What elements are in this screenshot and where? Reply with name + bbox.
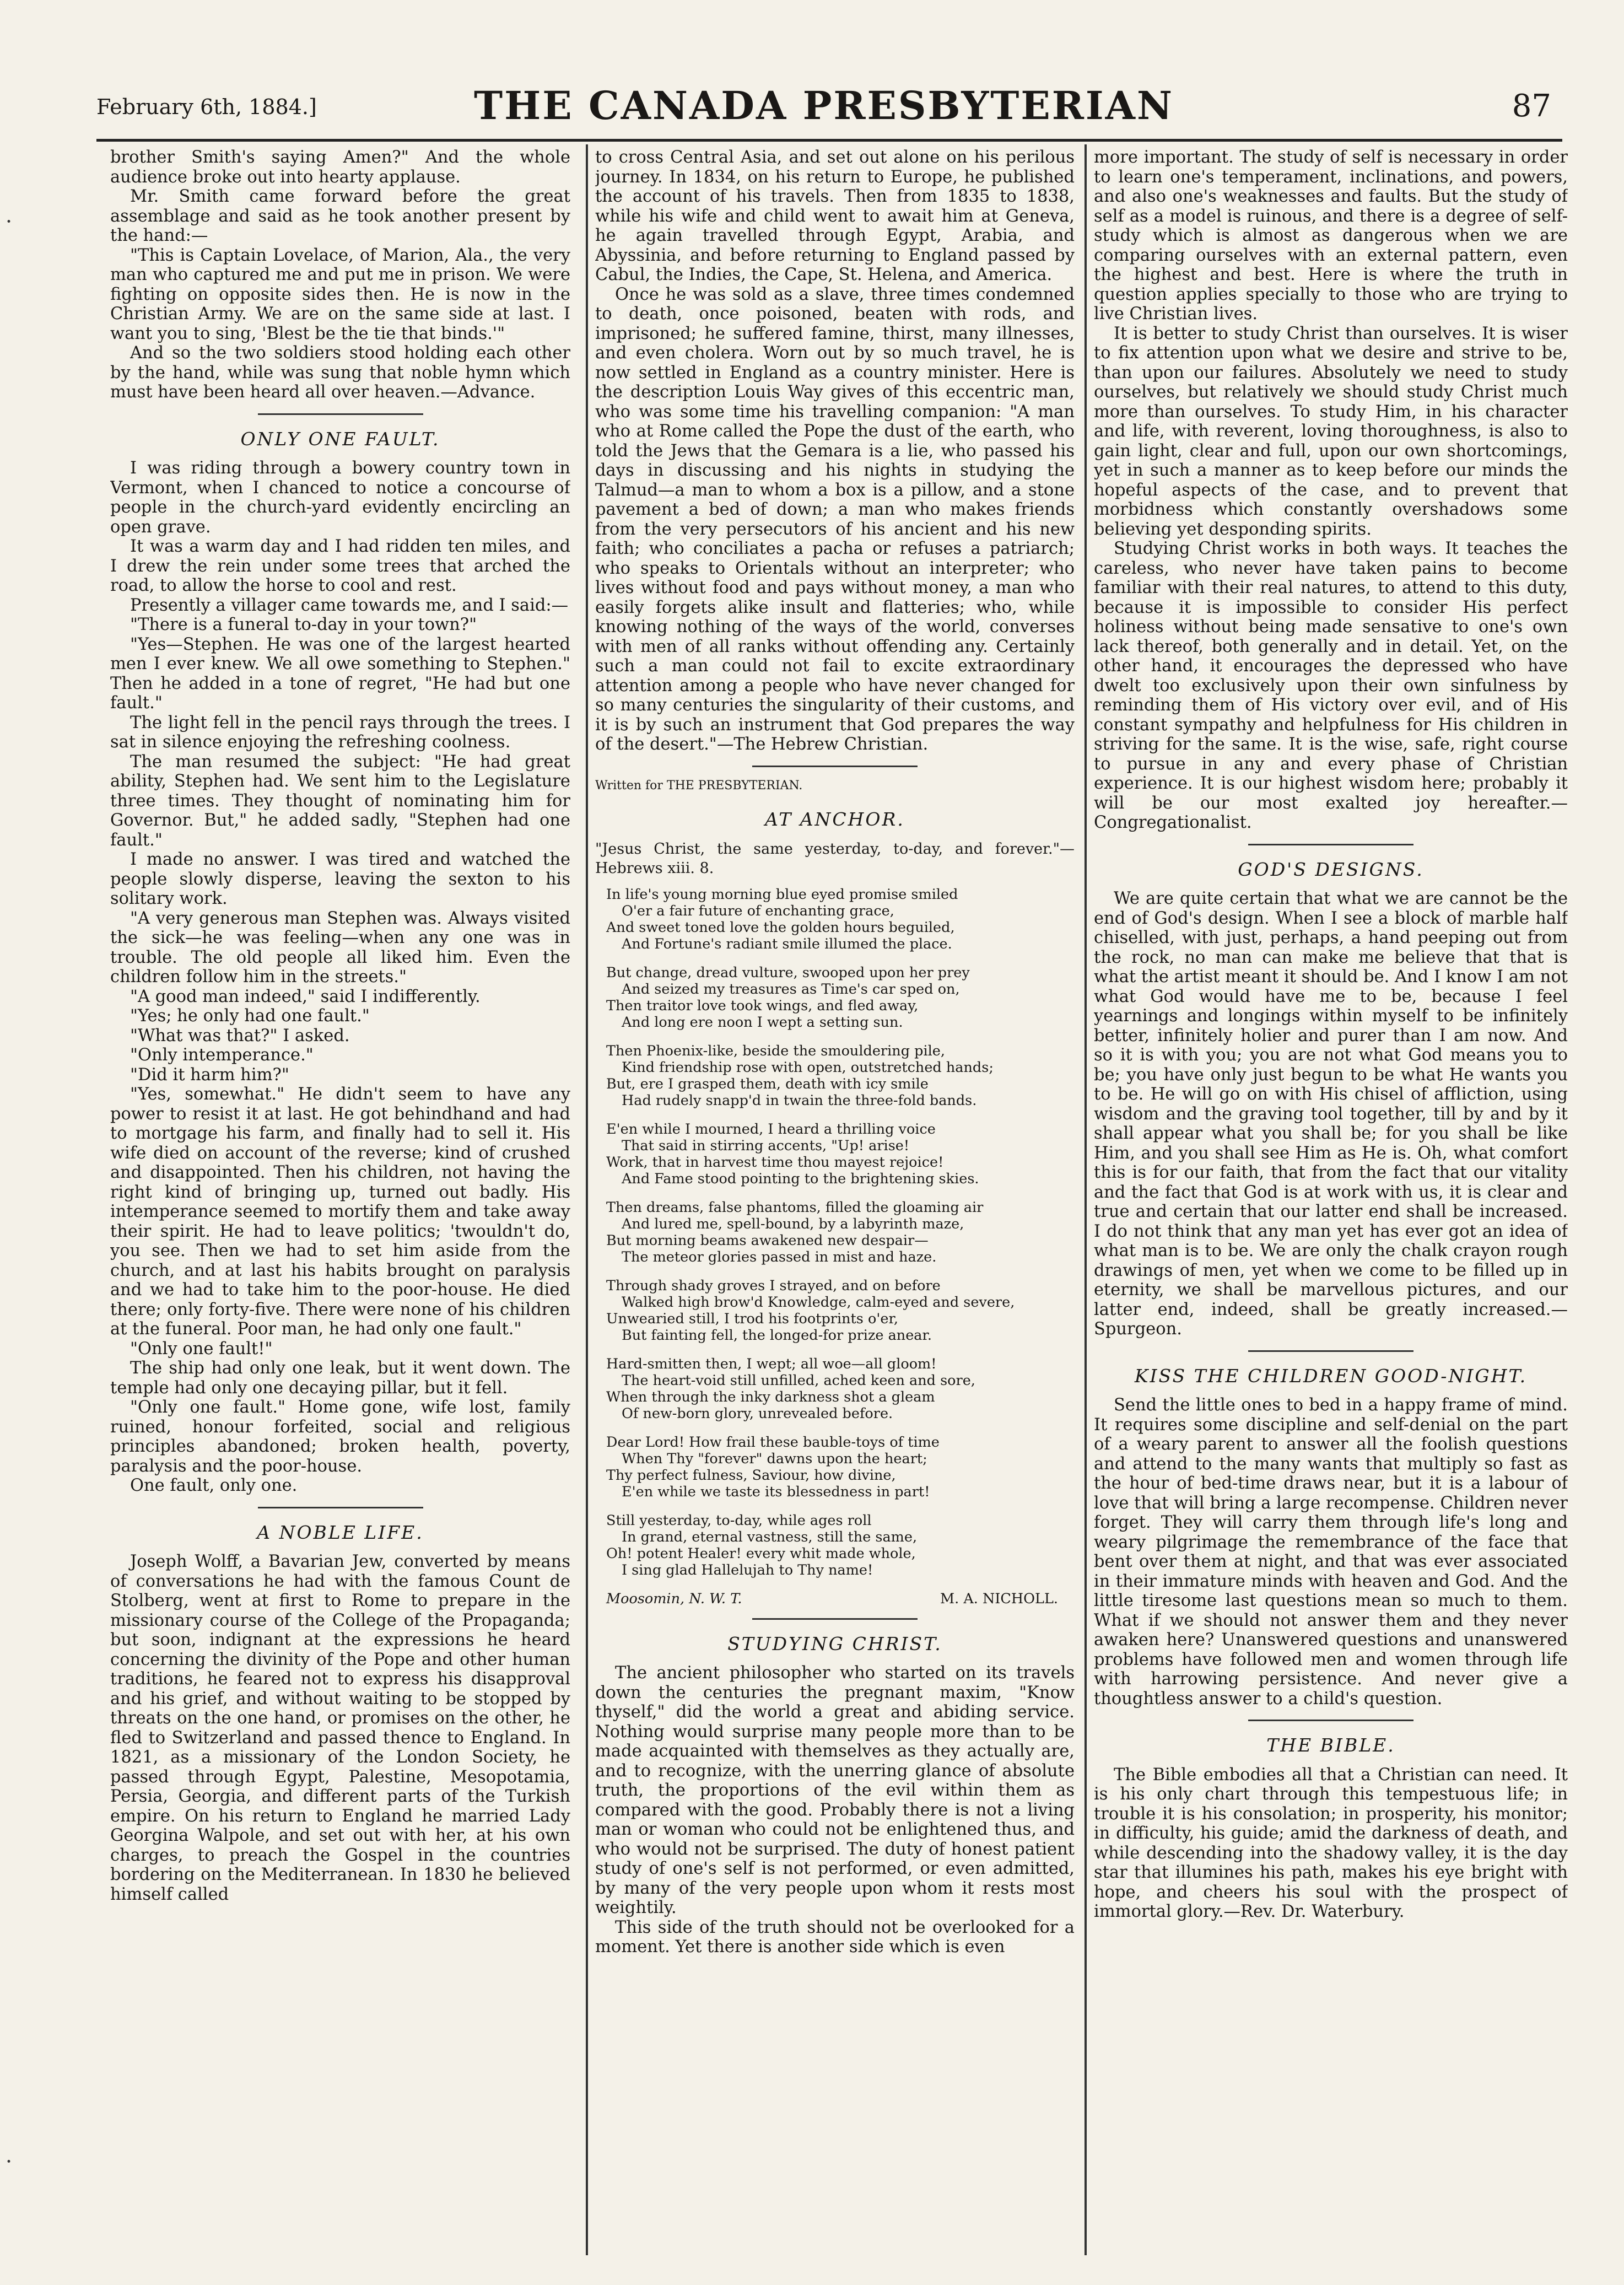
poem-at-anchor [606, 886, 1075, 1607]
paragraph: The light fell in the pencil rays through the trees. I sat in silence enjoying the refreshing coolness. [110, 713, 570, 752]
paragraph: I was riding through a bowery country town in Vermont, when I chanced to notice a concourse of people in the church-yard evidently encircling an open grave. [110, 459, 570, 537]
poem-line: When through the inky darkness shot a gleam [606, 1388, 935, 1405]
poem-line: Of new-born glory, unrevealed before. [622, 1405, 893, 1422]
poem-line: Then traitor love took wings, and fled away, [606, 997, 919, 1014]
paragraph: The ancient philosopher who started on its travels down the centuries the pregnant maxim, "Know thyself," did the world a great and abiding service. Nothing would surprise many people more than to be made acquainted with themselves as they actually are, and to recognize, with the unerring glance of absolute truth, the proportions of the evil within them as compared with the good. Probably there is not a living man or woman who could not be enlightened thus, and who would not be surprised. The duty of honest patient study of one's self is not performed, or even admitted, by many of the very people upon whom it rests most weightily. [595, 1663, 1075, 1917]
poem-line: Still yesterday, to-day, while ages roll [606, 1512, 872, 1529]
paragraph: "Only intemperance." [130, 1046, 314, 1065]
poem-line: In life's young morning blue eyed promise smiled [606, 886, 958, 903]
poem-line: E'en while I mourned, I heard a thrilling voice [606, 1120, 936, 1138]
paragraph: Joseph Wolff, a Bavarian Jew, converted by means of conversations he had with the famous Count de Stolberg, went at first to Rome to prepare in the missionary course of the College of the Propaganda; but soon, indignant at the expressions he heard concerning the divinity of the Pope and other human traditions, he feared not to express his disapproval and his grief, and without waiting to be stopped by threats on the one hand, or promises on the other, he fled to Switzerland and passed thence to England. In 1821, as a missionary of the London Society, he passed through Egypt, Palestine, Mesopotamia, Persia, Georgia, and different parts of the Turkish empire. On his return to England he married Lady Georgina Walpole, and set out with her, at his own charges, to preach the Gospel in the countries bordering on the Mediterranean. In 1830 he believed himself called [110, 1552, 570, 1904]
poem-line: But fainting fell, the longed-for prize anear. [622, 1327, 932, 1344]
paragraph: We are quite certain that what we are cannot be the end of God's design. When I see a block of marble half chiselled, with just, perhaps, a hand peeping out from the rock, no man can make me believe that that is what the artist meant it should be. And I know I am not what God would have me to be, because I feel yearnings and longings within myself to be infinitely better, infinitely holier and purer than I am now. And so it is with you; you are not what God means you to be; you have only just begun to be what He wants you to be. He will go on with His chisel of affliction, using wisdom and the graving tool together, till by and by it shall appear what you shall be; for you shall be like Him, and you shall see Him as He is. Oh, what comfort this is for our faith, that from the fact that our vitality and the fact that God is at work with us, it is clear and true and certain that our latter end shall be increased. I do not think that any man yet has ever got an idea of what man is to be. We are only the chalk crayon rough drawings of men, yet when we come to be filled up in eternity, we shall be marvellous pictures, and our latter end, indeed, shall be greatly increased.—Spurgeon. [1094, 889, 1568, 1339]
margin-mark: · [6, 2149, 13, 2174]
poem-line: I sing glad Hallelujah to Thy name! [622, 1561, 873, 1578]
column-1 [110, 148, 570, 2259]
poem-author: M. A. NICHOLL. [940, 1590, 1058, 1607]
poem-line: Through shady groves I strayed, and on before [606, 1277, 941, 1294]
paragraph: "Yes, somewhat." He didn't seem to have any power to resist it at last. He got behindhand and had to mortgage his farm, and finally had to sell it. His wife died on account of the reverse; kind of crushed and disappointed. Then his children, not having the right kind of bringing up, turned out badly. His intemperance seemed to mortify them and take away their spirit. He had to leave politics; 'twouldn't do, you see. Then we had to set him aside from the church, and at last his habits brought on paralysis and we had to take him to the poor-house. He died there; only forty-five. There were none of his children at the funeral. Poor man, he had only one fault." [110, 1085, 570, 1339]
poem-line: E'en while we taste its blessedness in part! [622, 1483, 930, 1500]
section-rule [1248, 1720, 1413, 1721]
poem-line: The meteor glories passed in mist and haze. [622, 1248, 937, 1265]
page-number: 87 [1512, 88, 1551, 124]
paragraph: to cross Central Asia, and set out alone on his perilous journey. In 1834, on his return to Europe, he published the account of his travels. Then from 1835 to 1838, while his wife and child went to await him at Geneva, he again travelled through Egypt, Arabia, and Abyssinia, and before returning to England passed by Cabul, the Indies, the Cape, St. Helena, and America. [595, 148, 1075, 284]
section-rule [258, 413, 423, 415]
poem-line: Walked high brow'd Knowledge, calm-eyed and severe, [622, 1294, 1015, 1311]
section-rule [752, 766, 918, 767]
poem-line: Then Phoenix-like, beside the smouldering pile, [606, 1042, 945, 1059]
poem-stanza [606, 1512, 1075, 1578]
poem-line: Unwearied still, I trod his footprints o'er, [606, 1310, 898, 1327]
poem-stanza [606, 1356, 1075, 1422]
poem-line: Thy perfect fulness, Saviour, how divine, [606, 1467, 896, 1484]
article-title-a-noble-life: A NOBLE LIFE. [257, 1521, 424, 1543]
paragraph: Mr. Smith came forward before the great assemblage and said as he took another present by the hand:— [110, 187, 570, 245]
poem-line: And long ere noon I wept a setting sun. [622, 1014, 903, 1031]
written-for-credit: Written for THE PRESBYTERIAN. [595, 778, 803, 793]
poem-stanza [606, 1043, 1075, 1109]
poem-line: The heart-void still unfilled, ached keen and sore, [622, 1372, 975, 1389]
section-rule [1248, 844, 1413, 845]
poem-line: Work, that in harvest time thou mayest rejoice! [606, 1154, 944, 1171]
paragraph: This side of the truth should not be overlooked for a moment. Yet there is another side which is even [595, 1917, 1075, 1957]
paragraph: more important. The study of self is necessary in order to learn one's temperament, inclinations, and powers, and also one's weaknesses and faults. But the study of self as a model is ruinous, and there is a degree of self-study which is almost as dangerous when we are comparing ourselves with an external pattern, even the highest and best. Here is where the truth in question applies specially to those who are trying to live Christian lives. [1094, 148, 1568, 324]
poem-line: O'er a fair future of enchanting grace, [622, 902, 894, 919]
poem-stanza [606, 886, 1075, 952]
column-2 [595, 148, 1075, 2259]
poem-line: Oh! potent Healer! every whit made whole, [606, 1545, 916, 1562]
paragraph: "Did it harm him?" [130, 1065, 289, 1085]
paragraph: I made no answer. I was tired and watched the people slowly disperse, leaving the sexton to his solitary work. [110, 850, 570, 908]
section-rule [752, 1618, 918, 1620]
paragraph: Studying Christ works in both ways. It teaches the careless, who never have taken pains to become familiar with their real natures, to attend to this duty, because it is impossible to consider His perfect holiness without being made sensative to one's own lack thereof, both generally and in detail. Yet, on the other hand, it encourages the depressed who have dwelt too exclusively upon their own sinfulness by reminding them of His victory over evil, and of His constant sympathy and helpfulness for His children in striving for the same. It is the wise, safe, right course to pursue in any and every phase of Christian experience. It is our highest wisdom here; probably it will be our most exalted joy hereafter.—Congregationalist. [1094, 539, 1568, 832]
poem-stanza [606, 1434, 1075, 1500]
page-header [96, 83, 1551, 132]
paragraph: Once he was sold as a slave, three times condemned to death, once poisoned, beaten with rods, and imprisoned; he suffered famine, thirst, many illnesses, and even cholera. Worn out by so much travel, he is now settled in England as a country minister. Here is the description Louis Way gives of this eccentric man, who was some time his travelling companion: "A man who at Rome called the Pope the dust of the earth, who told the Jews that the Gemara is a lie, who passed his days in discussing and his nights in studying the Talmud—a man to whom a box is a pillow, and a stone pavement a bed of down; a man who makes friends from the very persecutors of his ancient and his new faith; who conciliates a pacha or refuses a patriarch; who speaks to Orientals without an interpreter; who lives without food and pays without money, a man who easily forgets alike insult and flatteries; who, while knowing nothing of the ways of the world, converses with men of all ranks without offending any. Certainly such a man could not fail to excite extraordinary attention among a people who have never changed for so many centuries the singularity of their customs, and it is by such an instrument that God prepares the way of the desert."—The Hebrew Christian. [595, 284, 1075, 754]
poem-stanza [606, 1199, 1075, 1265]
poem-line: When Thy "forever" dawns upon the heart; [622, 1450, 927, 1467]
paragraph: It was a warm day and I had ridden ten miles, and I drew the rein under some trees that arched the road, to allow the horse to cool and rest. [110, 537, 570, 595]
poem-line: And Fame stood pointing to the brightening skies. [622, 1170, 979, 1187]
section-rule [1248, 1350, 1413, 1352]
poem-line: Kind friendship rose with open, outstretched hands; [622, 1059, 994, 1076]
poem-line: Then dreams, false phantoms, filled the gloaming air [606, 1199, 984, 1216]
paragraph: "This is Captain Lovelace, of Marion, Ala., the very man who captured me and put me in prison. We were fighting on opposite sides then. He is now in the Christian Army. We are on the same side at last. I want you to sing, 'Blest be the tie that binds.'" [110, 245, 570, 343]
poem-line: But morning beams awakened new despair— [606, 1232, 929, 1249]
paragraph: "Only one fault." Home gone, wife lost, family ruined, honour forfeited, social and religious principles abandoned; broken health, poverty, paralysis and the poor-house. [110, 1398, 570, 1476]
paragraph: "Yes; he only had one fault." [130, 1006, 370, 1026]
article-title-gods-designs: GOD'S DESIGNS. [1238, 858, 1424, 880]
article-title-studying-christ: STUDYING CHRIST. [727, 1632, 942, 1655]
paragraph: The Bible embodies all that a Christian can need. It is his only chart through this tempestuous life; in trouble it is his consolation; in prosperity, his monitor; in difficulty, his guide; amid the darkness of death, and while descending into the shadowy valley, it is the day star that illumines his path, makes his eye bright with hope, and cheers his soul with the prospect of immortal glory.—Rev. Dr. Waterbury. [1094, 1765, 1568, 1921]
column-rule [586, 144, 588, 2255]
poem-signature [606, 1591, 1058, 1607]
poem-stanza [606, 1278, 1075, 1344]
header-rule [96, 139, 1562, 142]
epigraph: "Jesus Christ, the same yesterday, to-day, and forever."—Hebrews xiii. 8. [595, 840, 1075, 877]
article-title-kiss-the-children: KISS THE CHILDREN GOOD-NIGHT. [1134, 1365, 1528, 1387]
article-title-the-bible: THE BIBLE. [1266, 1734, 1395, 1756]
paragraph: "What was that?" I asked. [130, 1026, 350, 1046]
poem-line: And lured me, spell-bound, by a labyrinth maze, [622, 1215, 964, 1232]
poem-line: Had rudely snapp'd in twain the three-fold bands. [622, 1092, 977, 1109]
column-3 [1094, 148, 1568, 2259]
paragraph: "There is a funeral to-day in your town?" [130, 615, 477, 634]
poem-line: But, ere I grasped them, death with icy smile [606, 1075, 929, 1092]
paragraph: One fault, only one. [130, 1476, 298, 1495]
paragraph: And so the two soldiers stood holding each other by the hand, while was sung that noble hymn which must have been heard all over heaven.—Advance. [110, 343, 570, 402]
article-title-only-one-fault: ONLY ONE FAULT. [240, 428, 440, 450]
poem-line: In grand, eternal vastness, still the same, [622, 1528, 918, 1545]
poem-line: Hard-smitten then, I wept; all woe—all gloom! [606, 1355, 937, 1372]
paragraph: "A good man indeed," said I indifferently. [130, 987, 481, 1006]
poem-line: Dear Lord! How frail these bauble-toys of time [606, 1433, 940, 1451]
poem-title-at-anchor: AT ANCHOR. [765, 809, 905, 830]
poem-line: And sweet toned love the golden hours beguiled, [606, 919, 955, 936]
paragraph: The man resumed the subject: "He had great ability, Stephen had. We sent him to the Legislature three times. They thought of nominating him for Governor. But," he added sadly, "Stephen had one fault." [110, 752, 570, 850]
paragraph: "A very generous man Stephen was. Always visited the sick—he was feeling—when any one was in trouble. The old people all liked him. Even the children follow him in the streets." [110, 908, 570, 987]
paragraph: It is better to study Christ than ourselves. It is wiser to fix attention upon what we desire and strive to be, than upon our failures. Absolutely we need to study ourselves, but relatively we should study Christ much more than ourselves. To study Him, in his character and life, with reverent, loving thoroughness, is also to gain light, clear and full, upon our own shortcomings, yet in such a manner as to keep before our minds the hopeful aspects of the case, and to prevent that morbidness which constantly overshadows some believing yet desponding spirits. [1094, 324, 1568, 539]
issue-date: February 6th, 1884.] [96, 95, 317, 119]
paragraph: The ship had only one leak, but it went down. The temple had only one decaying pillar, but it fell. [110, 1359, 570, 1398]
paragraph: Presently a villager came towards me, and I said:— [130, 595, 569, 615]
poem-stanza [606, 964, 1075, 1031]
paragraph: Send the little ones to bed in a happy frame of mind. It requires some discipline and self-denial on the part of a weary parent to answer all the foolish questions and attend to the many wants that multiply so fast as the hour of bed-time draws near, but it is a labour of love that will bring a large recompense. Children never forget. They will carry them through life's long and weary pilgrimage the remembrance of the face that bent over them at night, and that was ever associated in their immature minds with heaven and God. And the little tiresome last questions mean so much to them. What if we should not answer them and they never awaken here? Unanswered questions and unanswered problems have followed men and women through life with harrowing persistence. And never give a thoughtless answer to a child's question. [1094, 1395, 1568, 1709]
masthead-title: THE CANADA PRESBYTERIAN [474, 83, 1174, 128]
paragraph: brother Smith's saying Amen?" And the whole audience broke out into hearty applause. [110, 148, 570, 187]
section-rule [258, 1507, 423, 1508]
poem-line: And Fortune's radiant smile illumed the place. [622, 935, 952, 952]
poem-line: And seized my treasures as Time's car sped on, [622, 980, 960, 998]
poem-place: Moosomin, N. W. T. [606, 1590, 742, 1607]
poem-line: That said in stirring accents, "Up! arise! [622, 1137, 910, 1154]
poem-line: But change, dread vulture, swooped upon her prey [606, 964, 970, 981]
margin-mark: · [6, 209, 13, 234]
column-rule [1085, 144, 1087, 2255]
paragraph: "Yes—Stephen. He was one of the largest hearted men I ever knew. We all owe something to Stephen." Then he added in a tone of regret, "He had but one fault." [110, 634, 570, 713]
poem-stanza [606, 1121, 1075, 1187]
paragraph: "Only one fault!" [130, 1339, 273, 1359]
